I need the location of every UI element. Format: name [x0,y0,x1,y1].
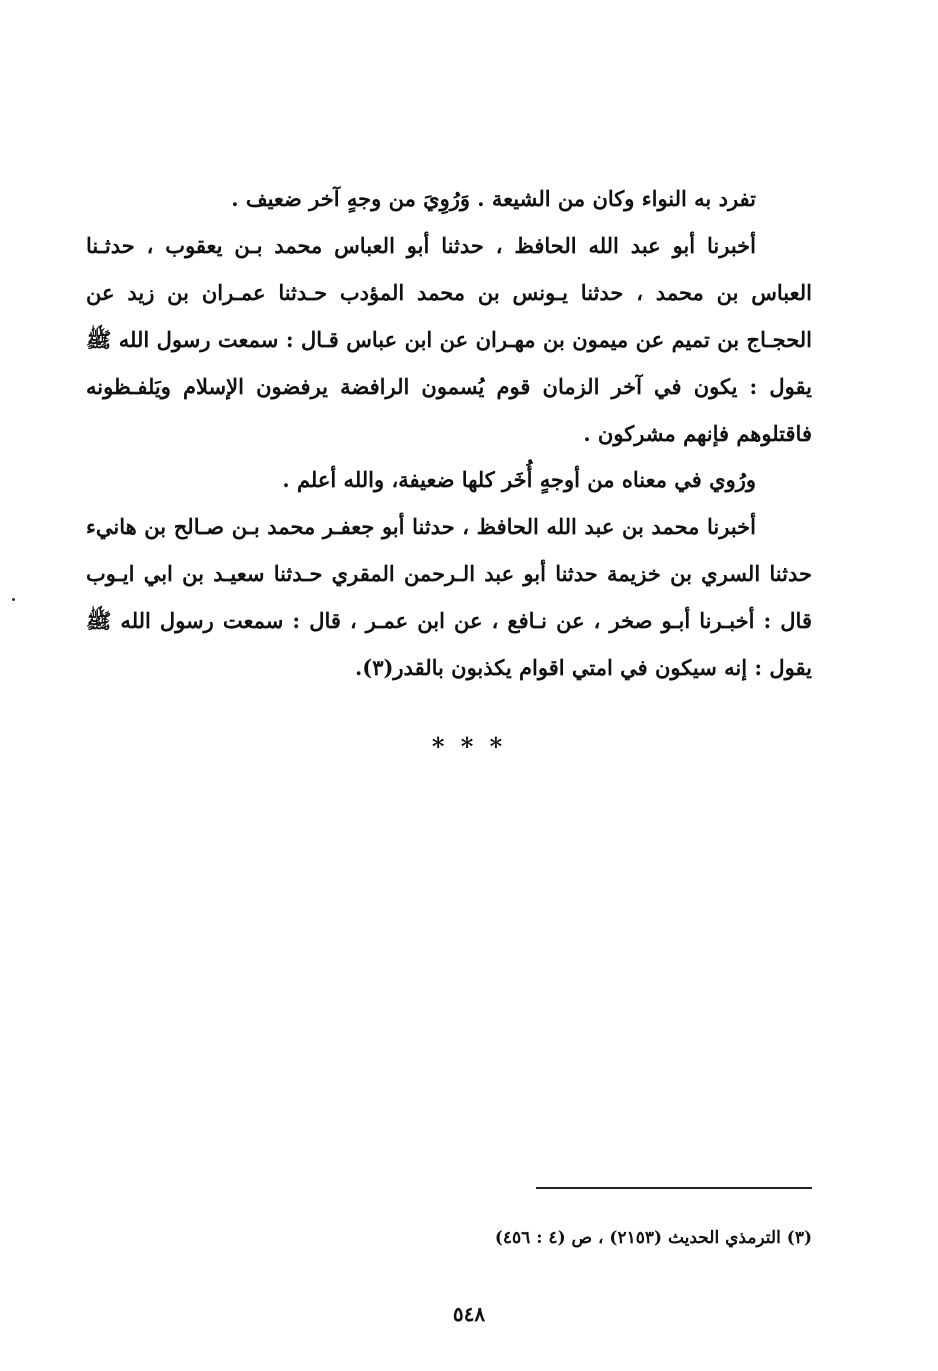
paragraph-hadith-2: أخبرنا محمد بن عبد الله الحافظ ، حدثنا أبو جعفـر محمد بـن صـالح بن هانيء حدثنا السري بن خزيمة حدثنا أبو عبد الـرحمن المقري حـدثنا سعيـد بن ابي ايـوب قال : أخبـرنا أبـو صخر ، عن نـافع ، عن ابن عمـر ، قال : سمعت رسول الله ﷺ يقول : إنه سيكون في امتي اقوام يكذبون بالقدر(٣). [86,514,812,680]
main-text-top [86,175,812,457]
page-number: ٥٤٨ [452,1302,486,1326]
paragraph-hadith-1: أخبرنا أبو عبد الله الحافظ ، حدثنا أبو العباس محمد بـن يعقوب ، حدثـنا العباس بن محمد ، حدثنا يـونس بن محمد المؤدب حـدثنا عمـران بن زيد عن الحجـاج بن تميم عن ميمون بن مهـران عن ابن عباس قـال : سمعت رسول الله ﷺ يقول : يكون في آخر الزمان قوم يُسمون الرافضة يرفضون الإسلام ويَلفـظونه فاقتلوهم فإنهم مشركون . [86,233,812,446]
paragraph-narration-note: تفرد به النواء وكان من الشيعة . وَرُوِيَ من وجهٍ آخر ضعيف . [231,186,756,211]
scan-speck [12,598,15,601]
paragraph-weakness-note: ورُوي في معناه من أوجهٍ أُخَر كلها ضعيفة، والله أعلم . [282,467,756,492]
footnote-divider [536,1187,812,1189]
footnote: (٣) الترمذي الحديث (٢١٥٣) ، ص (٤ : ٤٥٦) [494,1228,812,1248]
main-text-bottom [86,456,812,691]
section-separator: * * * [431,732,507,761]
